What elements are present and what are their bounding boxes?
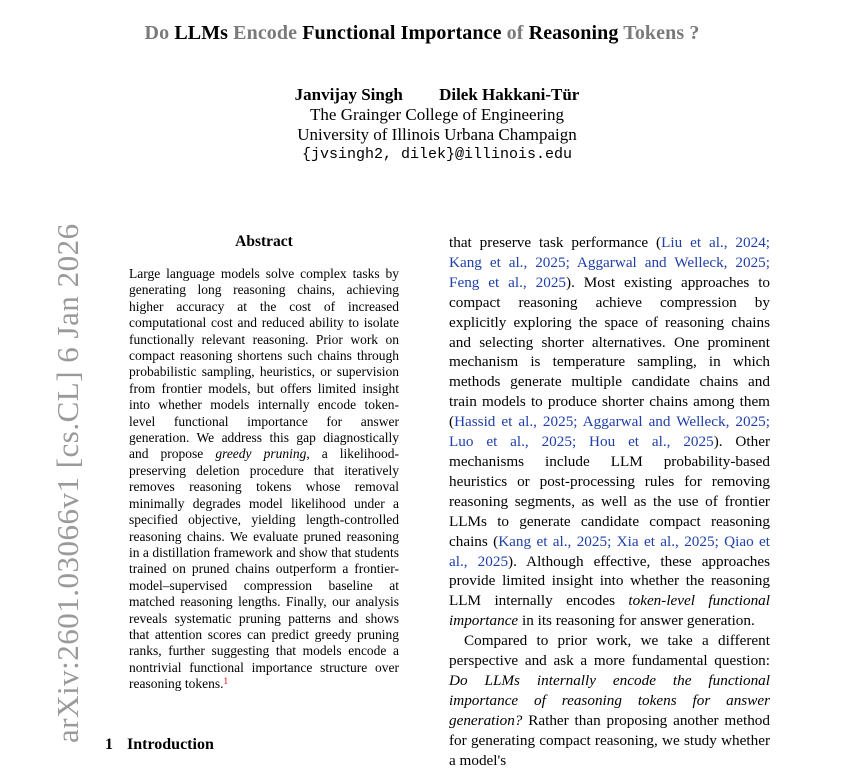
body-column — [449, 233, 770, 770]
title-word: Reasoning — [528, 22, 619, 44]
arxiv-stamp: arXiv:2601.03066v1 [cs.CL] 6 Jan 2026 — [50, 223, 85, 743]
abstract-heading: Abstract — [235, 233, 293, 250]
citation-link[interactable]: Liu et al., 2024; Kang et al., 2025; Aggarwal and Welleck, 2025; Feng et al., 2025 — [449, 234, 771, 291]
author-list — [0, 85, 844, 105]
citation-link[interactable]: Kang et al., 2025; Xia et al., 2025; Qiao et al., 2025 — [449, 532, 770, 570]
footnote-mark[interactable]: 1 — [223, 676, 228, 687]
affiliation-line: University of Illinois Urbana Champaign — [297, 125, 577, 144]
title-word: Functional Importance — [302, 22, 502, 44]
author-name: Janvijay Singh — [294, 85, 403, 104]
research-question: Do LLMs internally encode the functional importance of reasoning tokens for answer generation? — [449, 671, 770, 729]
body-text: in its reasoning for answer generation. — [518, 612, 755, 630]
title-word: Tokens — [623, 22, 685, 44]
body-text: Rather than proposing another method for generating compact reasoning, we study whether a model's — [449, 711, 770, 769]
paper-title — [0, 22, 844, 45]
body-text: Compared to prior work, we take a different perspective and ask a more fundamental question: — [449, 632, 770, 670]
body-paragraph — [449, 631, 770, 770]
body-text: ). Although effective, these approaches provide limited insight into whether the reasoning LLM internally encodes — [449, 552, 770, 610]
title-word: Do — [144, 22, 170, 44]
section-title: Introduction — [127, 736, 214, 753]
body-paragraph — [449, 233, 770, 631]
body-emphasis: token-level functional importance — [449, 592, 770, 630]
title-word: of — [506, 22, 524, 44]
body-text: ). Most existing approaches to compact reasoning achieve compression by explicitly exploring the space of reasoning chains and selecting shorter alternatives. One prominent mechanism is temperature sampling, in which methods generate multiple candidate chains and train models to produce shorter chains among them ( — [449, 273, 771, 431]
abstract-text — [129, 266, 399, 693]
abstract-text-part: Large language models solve complex tasks by generating long reasoning chains, achieving higher accuracy at the cost of increased computational cost and reduced ability to isolate functionally relevant reasoning. Prior work on compact reasoning shortens such chains through probabilistic sampling, heuristics, or supervision from frontier models, but offers limited insight into whether models internally encode token-level functional importance for answer generation. We address this gap diagnostically and propose — [129, 266, 399, 462]
author-name: Dilek Hakkani-Tür — [439, 85, 580, 104]
abstract-text-part: , a likelihood-preserving deletion procedure that iteratively removes reasoning tokens whose removal minimally degrades model likelihood under a specified objective, yielding length-controlled reasoning chains. We evaluate pruned reasoning in a distillation framework and show that students trained on pruned chains outperform a frontier-model–supervised compression baseline at matched reasoning lengths. Finally, our analysis reveals systematic pruning patterns and shows that attention scores can predict greedy pruning ranks, further suggesting that models encode a nontrivial functional importance structure over reasoning tokens. — [129, 446, 400, 692]
section-heading — [105, 736, 228, 754]
title-word: Encode — [233, 22, 298, 44]
author-email: {jvsingh2, dilek}@illinois.edu — [301, 146, 573, 163]
title-word: LLMs — [174, 22, 229, 44]
citation-link[interactable]: Hassid et al., 2025; Aggarwal and Welleck, 2025; Luo et al., 2025; Hou et al., 2025 — [449, 413, 770, 451]
title-word: ? — [689, 22, 700, 44]
abstract-emphasis: greedy pruning — [215, 446, 307, 462]
section-number: 1 — [105, 736, 113, 753]
body-text: that preserve task performance ( — [449, 234, 662, 251]
affiliation-line: The Grainger College of Engineering — [310, 105, 564, 124]
body-text: ). Other mechanisms include LLM probability-based heuristics or post-processing rules for removing reasoning segments, as well as the use of frontier LLMs to generate candidate compact reasoning chains ( — [449, 433, 771, 550]
